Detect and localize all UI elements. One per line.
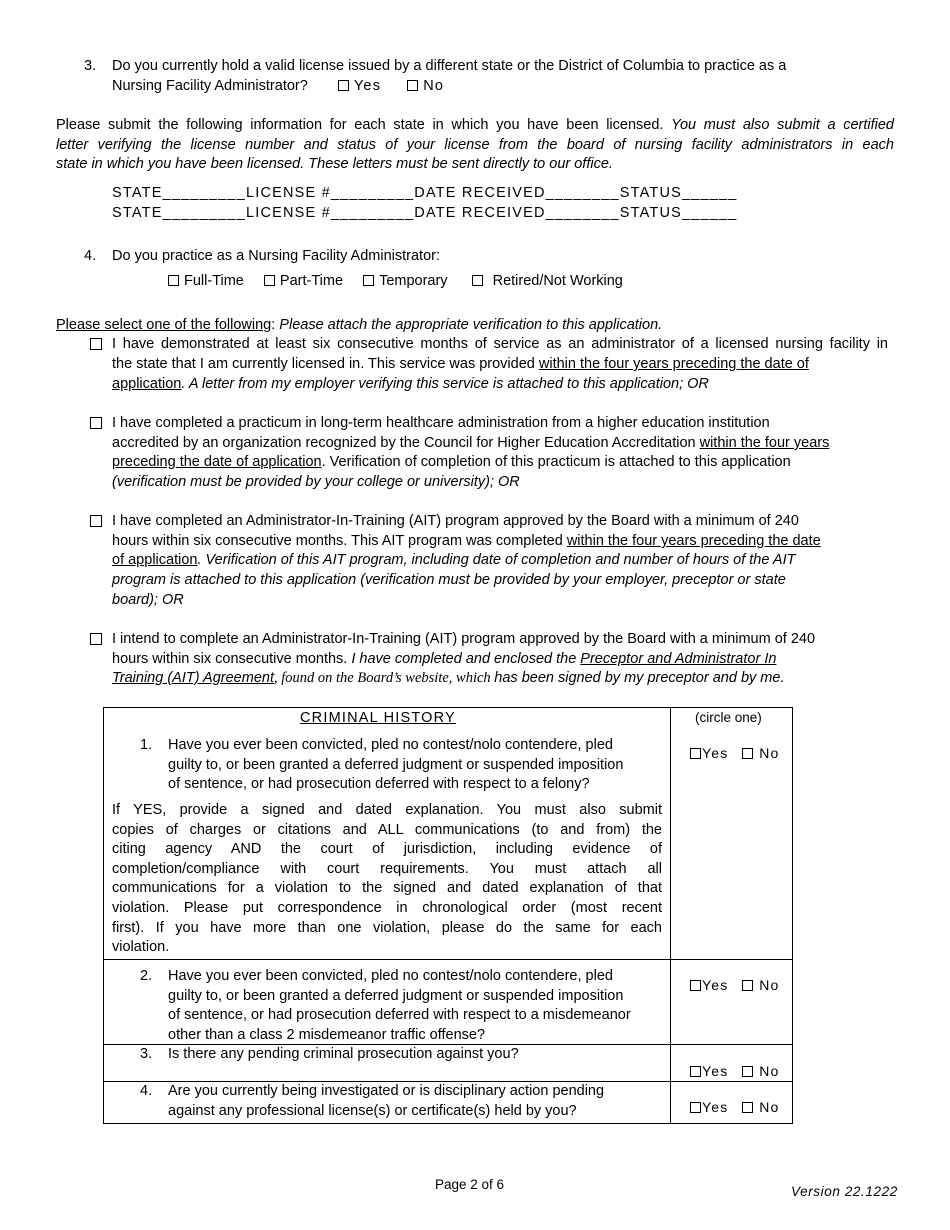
option-4-line2 xyxy=(112,649,776,669)
part-time-label: Part-Time xyxy=(279,273,344,289)
explanation-line-7: first). If you have more than one violation, please do the same for each xyxy=(112,919,662,936)
option-2-checkbox[interactable] xyxy=(90,417,102,429)
criminal-q2-number: 2. xyxy=(140,968,153,984)
explanation-line-4: completion/compliance with court requirements. You must attach all xyxy=(112,860,662,877)
criminal-row-1 xyxy=(104,708,793,960)
question-4-text: Do you practice as a Nursing Facility Administrator: xyxy=(112,248,440,264)
explanation-line-3: citing agency AND the court of jurisdiction, including evidence of xyxy=(112,841,662,858)
criminal-q3-no-label: No xyxy=(759,1063,780,1079)
criminal-q4-answer-cell xyxy=(671,1082,793,1124)
criminal-history-table xyxy=(103,707,793,1124)
criminal-q3-cell xyxy=(104,1045,671,1082)
option-2-line3-text: . Verification of completion of this practicum is attached to this application xyxy=(321,454,791,470)
option-4-line2-italic: I have completed and enclosed the xyxy=(351,651,581,667)
option-4-line3 xyxy=(112,668,784,688)
criminal-q1-line3: of sentence, or had prosecution deferred with respect to a felony? xyxy=(168,776,590,792)
criminal-q3-yes-checkbox[interactable] xyxy=(690,1066,701,1077)
criminal-q4-yes-no xyxy=(690,1099,780,1115)
retired-label: Retired/Not Working xyxy=(492,273,623,289)
option-1-line1: I have demonstrated at least six consecutive months of service as an administrator of a licensed nursing facility in xyxy=(112,336,888,352)
option-4-checkbox[interactable] xyxy=(90,633,102,645)
question-3-text-line1: Do you currently hold a valid license issued by a different state or the District of Columbia to practice as a xyxy=(112,58,787,74)
q3-yes-label: Yes xyxy=(353,78,382,94)
full-time-checkbox[interactable] xyxy=(168,275,179,286)
criminal-q1-yes-label: Yes xyxy=(702,745,729,761)
explanation-line-1: If YES, provide a signed and dated explanation. You must also submit xyxy=(112,802,662,818)
criminal-q2-yes-no xyxy=(690,977,780,993)
criminal-explanation xyxy=(112,801,662,958)
criminal-q4-cell xyxy=(104,1082,671,1124)
option-3-line2 xyxy=(112,531,821,551)
criminal-q1-yes-checkbox[interactable] xyxy=(690,748,701,759)
option-1-line2-underlined: within the four years preceding the date of xyxy=(538,356,809,372)
criminal-q1-line2: guilty to, or been granted a deferred judgment or suspended imposition xyxy=(168,756,624,773)
option-2-line3 xyxy=(112,452,791,472)
criminal-row-2 xyxy=(104,960,793,1045)
explanation-line-6: violation. Please put correspondence in chronological order (most recent xyxy=(112,899,662,916)
option-1-checkbox[interactable] xyxy=(90,338,102,350)
option-2-line3-underlined: preceding the date of application xyxy=(112,454,322,470)
criminal-q1-text xyxy=(168,736,623,795)
criminal-q4-no-label: No xyxy=(759,1099,780,1115)
criminal-q4-text xyxy=(168,1082,604,1121)
option-3-line3-underlined: of application xyxy=(112,552,198,568)
criminal-q3-yes-label: Yes xyxy=(702,1063,729,1079)
criminal-q3-answer-cell xyxy=(671,1045,793,1082)
license-info-intro: Please submit the following information for each state in which you have been licensed. xyxy=(56,117,664,133)
option-1-line2-text: the state that I am currently licensed in. This service was provided xyxy=(112,356,539,372)
q3-no-checkbox[interactable] xyxy=(407,80,418,91)
criminal-q1-line1: Have you ever been convicted, pled no contest/nolo contendere, pled xyxy=(168,737,613,753)
criminal-q4-line1: Are you currently being investigated or is disciplinary action pending xyxy=(168,1083,605,1099)
criminal-q2-yes-checkbox[interactable] xyxy=(690,980,701,991)
explanation-line-2: copies of charges or citations and ALL communications (to and from) the xyxy=(112,821,662,838)
option-3-line4: program is attached to this application (verification must be provided by your employer, preceptor or state xyxy=(112,572,786,588)
license-info-instruction-1: You must also submit a certified xyxy=(671,117,894,133)
criminal-q2-answer-cell xyxy=(671,960,793,1045)
license-row-2[interactable]: STATE_________LICENSE #_________DATE RECEIVED________STATUS______ xyxy=(112,205,738,221)
option-3-checkbox[interactable] xyxy=(90,515,102,527)
criminal-q4-yes-label: Yes xyxy=(702,1099,729,1115)
question-3-text-line2: Nursing Facility Administrator? xyxy=(112,78,308,94)
option-3-line5: board); OR xyxy=(112,592,184,608)
option-4-line3-serif: , found on the Board’s website, which xyxy=(273,670,495,686)
criminal-q1-number: 1. xyxy=(140,737,153,753)
license-info-instruction-2: letter verifying the license number and status of your license from the board of nursing facility administrators in each xyxy=(56,137,894,153)
temporary-checkbox[interactable] xyxy=(363,275,374,286)
criminal-q1-yes-no xyxy=(690,745,780,761)
part-time-checkbox[interactable] xyxy=(264,275,275,286)
criminal-q2-line3: of sentence, or had prosecution deferred with respect to a misdemeanor xyxy=(168,1007,631,1023)
option-1-line2 xyxy=(112,354,809,374)
criminal-q2-yes-label: Yes xyxy=(702,977,729,993)
option-3-line2-text: hours within six consecutive months. This AIT program was completed xyxy=(112,533,567,549)
option-3-line3-text: . Verification of this AIT program, including date of completion and number of hours of the AIT xyxy=(197,552,796,568)
selection-heading: Please select one of the following xyxy=(56,317,272,333)
option-1-line3-text: . A letter from my employer verifying this service is attached to this application; OR xyxy=(181,376,709,392)
option-1-line3-underlined: application xyxy=(112,376,182,392)
option-2-line2-underlined: within the four years xyxy=(699,435,830,451)
question-4-number: 4. xyxy=(84,248,97,264)
explanation-line-8: violation. xyxy=(112,939,170,956)
option-4-agreement-link-2[interactable]: Training (AIT) Agreement xyxy=(112,670,274,686)
selection-colon: : xyxy=(271,317,276,333)
criminal-q2-no-checkbox[interactable] xyxy=(742,980,753,991)
criminal-q1-answer-cell xyxy=(671,708,793,960)
criminal-q4-no-checkbox[interactable] xyxy=(742,1102,753,1113)
question-3-line2 xyxy=(112,76,444,96)
license-info-instruction-3: state in which you have been licensed. These letters must be sent directly to our office. xyxy=(56,156,613,172)
criminal-q1-cell xyxy=(104,708,671,960)
retired-checkbox[interactable] xyxy=(472,275,483,286)
criminal-q3-line1: Is there any pending criminal prosecution against you? xyxy=(168,1046,519,1062)
criminal-q2-line4: other than a class 2 misdemeanor traffic offense? xyxy=(168,1026,486,1043)
license-info-line1 xyxy=(56,115,894,135)
option-4-line3-end: has been signed by my preceptor and by me. xyxy=(494,670,785,686)
q3-no-label: No xyxy=(423,78,445,94)
temporary-label: Temporary xyxy=(379,273,448,289)
option-4-line2-text: hours within six consecutive months. xyxy=(112,651,352,667)
option-2-line1: I have completed a practicum in long-term healthcare administration from a higher education institution xyxy=(112,415,770,431)
option-4-line1: I intend to complete an Administrator-In-Training (AIT) program approved by the Board with a minimum of 240 xyxy=(112,631,816,647)
q3-yes-checkbox[interactable] xyxy=(338,80,349,91)
criminal-q3-yes-no xyxy=(690,1063,780,1079)
criminal-q3-no-checkbox[interactable] xyxy=(742,1066,753,1077)
criminal-q1-no-checkbox[interactable] xyxy=(742,748,753,759)
question-3-number: 3. xyxy=(84,58,97,74)
option-2-line2 xyxy=(112,433,829,453)
option-3-line3 xyxy=(112,550,796,570)
criminal-q2-cell xyxy=(104,960,671,1045)
criminal-q4-line2: against any professional license(s) or certificate(s) held by you? xyxy=(168,1102,577,1119)
criminal-q4-yes-checkbox[interactable] xyxy=(690,1102,701,1113)
option-3-line2-underlined: within the four years preceding the date xyxy=(566,533,821,549)
option-2-line4: (verification must be provided by your college or university); OR xyxy=(112,474,520,490)
criminal-q1-no-label: No xyxy=(759,745,780,761)
criminal-q2-no-label: No xyxy=(759,977,780,993)
selection-heading-line xyxy=(56,315,662,335)
criminal-q2-line2: guilty to, or been granted a deferred judgment or suspended imposition xyxy=(168,987,624,1004)
criminal-q3-number: 3. xyxy=(140,1046,153,1062)
practice-options xyxy=(168,271,647,291)
option-4-agreement-link-1[interactable]: Preceptor and Administrator In xyxy=(580,651,777,667)
full-time-label: Full-Time xyxy=(184,273,244,289)
license-row-1[interactable]: STATE_________LICENSE #_________DATE RECEIVED________STATUS______ xyxy=(112,185,738,201)
version-label: Version 22.1222 xyxy=(791,1184,898,1199)
criminal-q4-number: 4. xyxy=(140,1083,153,1099)
option-1-line3 xyxy=(112,374,709,394)
criminal-history-title: CRIMINAL HISTORY xyxy=(300,710,456,726)
criminal-row-3 xyxy=(104,1045,793,1082)
option-3-line1: I have completed an Administrator-In-Training (AIT) program approved by the Board with a minimum of 240 xyxy=(112,513,799,529)
criminal-row-4 xyxy=(104,1082,793,1124)
criminal-q2-text xyxy=(168,967,631,1045)
criminal-q2-line1: Have you ever been convicted, pled no contest/nolo contendere, pled xyxy=(168,968,613,984)
option-2-line2-text: accredited by an organization recognized by the Council for Higher Education Accreditation xyxy=(112,435,700,451)
selection-heading-note: Please attach the appropriate verification to this application. xyxy=(279,317,663,333)
circle-one-label: (circle one) xyxy=(695,710,762,725)
page-number: Page 2 of 6 xyxy=(435,1177,505,1192)
explanation-line-5: communications for a violation to the signed and dated explanation of that xyxy=(112,880,662,897)
